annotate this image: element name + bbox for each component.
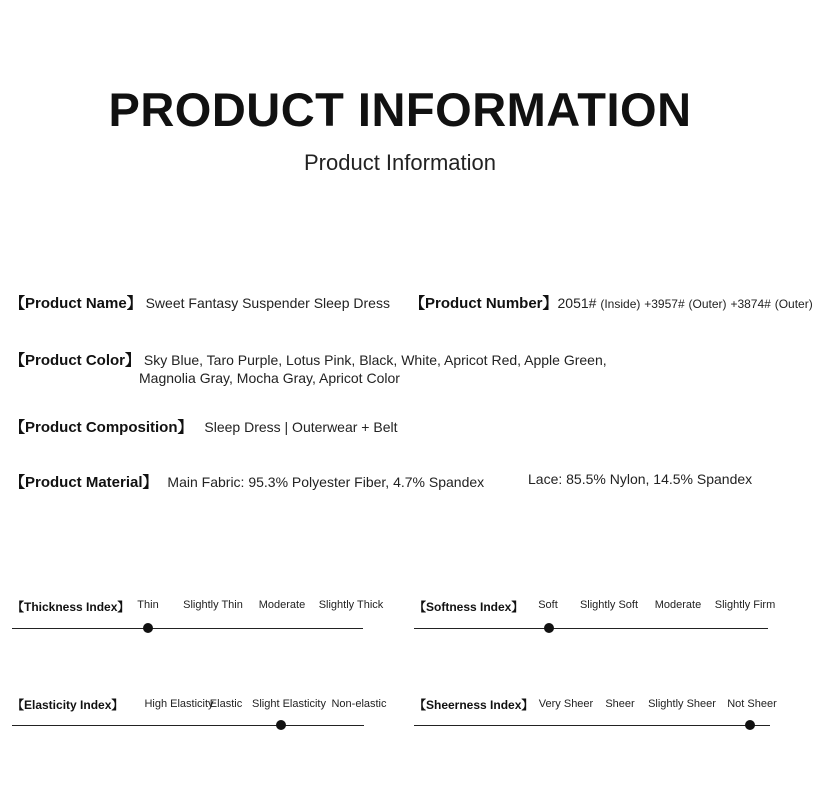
softness-option: Slightly Firm — [714, 599, 776, 611]
product-color-line1: Sky Blue, Taro Purple, Lotus Pink, Black, White, Apricot Red, Apple Green, — [143, 352, 607, 368]
product-number-part: (Outer) — [688, 297, 727, 311]
softness-option: Soft — [538, 599, 558, 611]
elasticity-option: High Elasticity — [144, 698, 214, 710]
product-composition-value: Sleep Dress | Outerwear + Belt — [204, 419, 398, 435]
product-material-row — [10, 471, 484, 492]
softness-option: Slightly Soft — [579, 599, 639, 611]
product-color-label: 【Product Color】 — [10, 352, 140, 369]
product-color-line2: Magnolia Gray, Mocha Gray, Apricot Color — [139, 370, 400, 386]
product-number-part: +3874# — [730, 297, 771, 311]
thickness-track — [12, 628, 363, 629]
softness-marker — [544, 623, 554, 633]
product-material-lace: Lace: 85.5% Nylon, 14.5% Spandex — [528, 471, 753, 487]
page-title: PRODUCT INFORMATION — [108, 83, 692, 136]
thickness-option: Slightly Thick — [318, 599, 384, 611]
sheerness-track — [414, 725, 770, 726]
product-number-part: (Inside) — [600, 297, 641, 311]
elasticity-option: Non-elastic — [331, 698, 387, 710]
elasticity-marker — [276, 720, 286, 730]
product-name-value: Sweet Fantasy Suspender Sleep Dress — [145, 295, 390, 311]
product-number-part: +3957# — [644, 297, 685, 311]
product-material-label: 【Product Material】 — [10, 474, 158, 491]
page-subtitle: Product Information — [304, 150, 496, 175]
product-name-row — [10, 292, 390, 313]
sheerness-option: Sheer — [605, 698, 635, 710]
product-composition-label: 【Product Composition】 — [10, 419, 193, 436]
product-number-part: (Outer) — [774, 297, 813, 311]
softness-option: Moderate — [654, 599, 702, 611]
sheerness-option: Slightly Sheer — [648, 698, 716, 710]
elasticity-track — [12, 725, 364, 726]
thickness-option: Moderate — [258, 599, 306, 611]
sheerness-index-label: 【Sheerness Index】 — [414, 698, 534, 712]
elasticity-option: Elastic — [209, 698, 243, 710]
product-name-label: 【Product Name】 — [10, 295, 142, 312]
product-number-label: 【Product Number】 — [410, 295, 558, 312]
softness-index-label: 【Softness Index】 — [414, 600, 524, 614]
product-number-row — [410, 292, 813, 313]
thickness-index-label: 【Thickness Index】 — [12, 600, 130, 614]
sheerness-marker — [745, 720, 755, 730]
thickness-option: Slightly Thin — [183, 599, 243, 611]
elasticity-option: Slight Elasticity — [252, 698, 326, 710]
product-material-main: Main Fabric: 95.3% Polyester Fiber, 4.7% Spandex — [167, 474, 485, 490]
thickness-option: Thin — [137, 599, 159, 611]
product-composition-row — [10, 416, 398, 437]
softness-track — [414, 628, 768, 629]
sheerness-option: Not Sheer — [727, 698, 777, 710]
sheerness-option: Very Sheer — [538, 698, 594, 710]
product-color-row — [10, 349, 607, 370]
thickness-marker — [143, 623, 153, 633]
product-number-part: 2051# — [557, 295, 597, 311]
elasticity-index-label: 【Elasticity Index】 — [12, 698, 124, 712]
